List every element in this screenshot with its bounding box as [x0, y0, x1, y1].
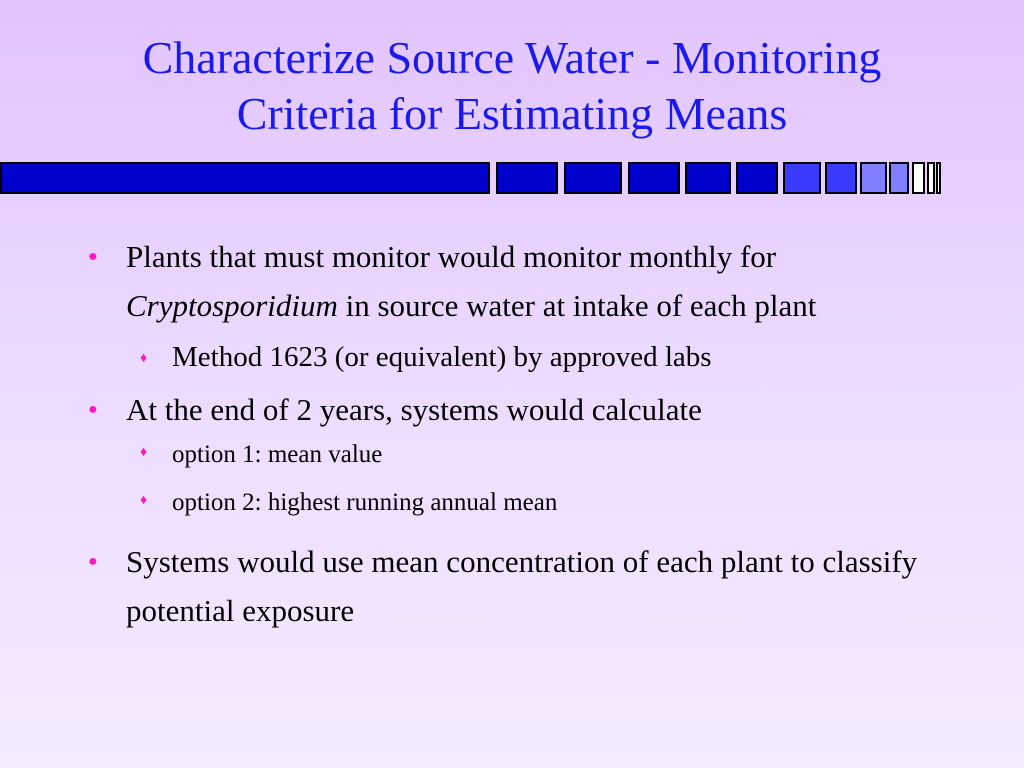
deco-block	[565, 163, 621, 193]
deco-block	[629, 163, 679, 193]
bullet-text: Systems would use mean concentration of each plant to classify potential exposure	[126, 544, 918, 628]
slide-content	[0, 232, 1024, 638]
bullet-text: Plants that must monitor would monitor monthly for	[126, 239, 777, 274]
sub-bullet-text: option 1: mean value	[172, 441, 383, 468]
bullet-dot-icon: ●	[88, 401, 98, 418]
deco-block	[890, 163, 908, 193]
deco-block	[861, 163, 886, 193]
deco-block	[784, 163, 820, 193]
sub-bullet-item	[0, 437, 1024, 473]
diamond-bullet-icon: ♦	[140, 493, 148, 508]
diamond-bullet-icon: ♦	[140, 351, 148, 366]
deco-block	[686, 163, 730, 193]
bullet-text: in source water at intake of each plant	[337, 288, 817, 323]
bullet-text: At the end of 2 years, systems would calculate	[126, 392, 702, 427]
deco-block	[928, 163, 934, 193]
bullet-text-italic: Cryptosporidium	[126, 288, 338, 323]
deco-block	[826, 163, 856, 193]
sub-bullet-item	[0, 333, 1024, 381]
sub-bullet-text: Method 1623 (or equivalent) by approved labs	[172, 341, 712, 373]
bullet-item	[0, 232, 1024, 330]
bullet-item	[0, 385, 1024, 434]
diamond-bullet-icon: ♦	[140, 445, 148, 460]
bullet-item	[0, 537, 1024, 635]
deco-block	[737, 163, 777, 193]
slide-title	[0, 30, 1024, 142]
sub-bullet-text: option 2: highest running annual mean	[172, 489, 558, 516]
slide-title-line-2: Criteria for Estimating Means	[236, 88, 788, 139]
deco-block	[497, 163, 557, 193]
bullet-dot-icon: ●	[88, 553, 98, 570]
deco-block-long	[1, 163, 489, 193]
deco-block	[913, 163, 924, 193]
bullet-dot-icon: ●	[88, 248, 98, 265]
decorative-block-bar	[0, 160, 1024, 196]
deco-block	[937, 163, 940, 193]
sub-bullet-item	[0, 485, 1024, 521]
slide-title-line-1: Characterize Source Water - Monitoring	[142, 32, 882, 83]
